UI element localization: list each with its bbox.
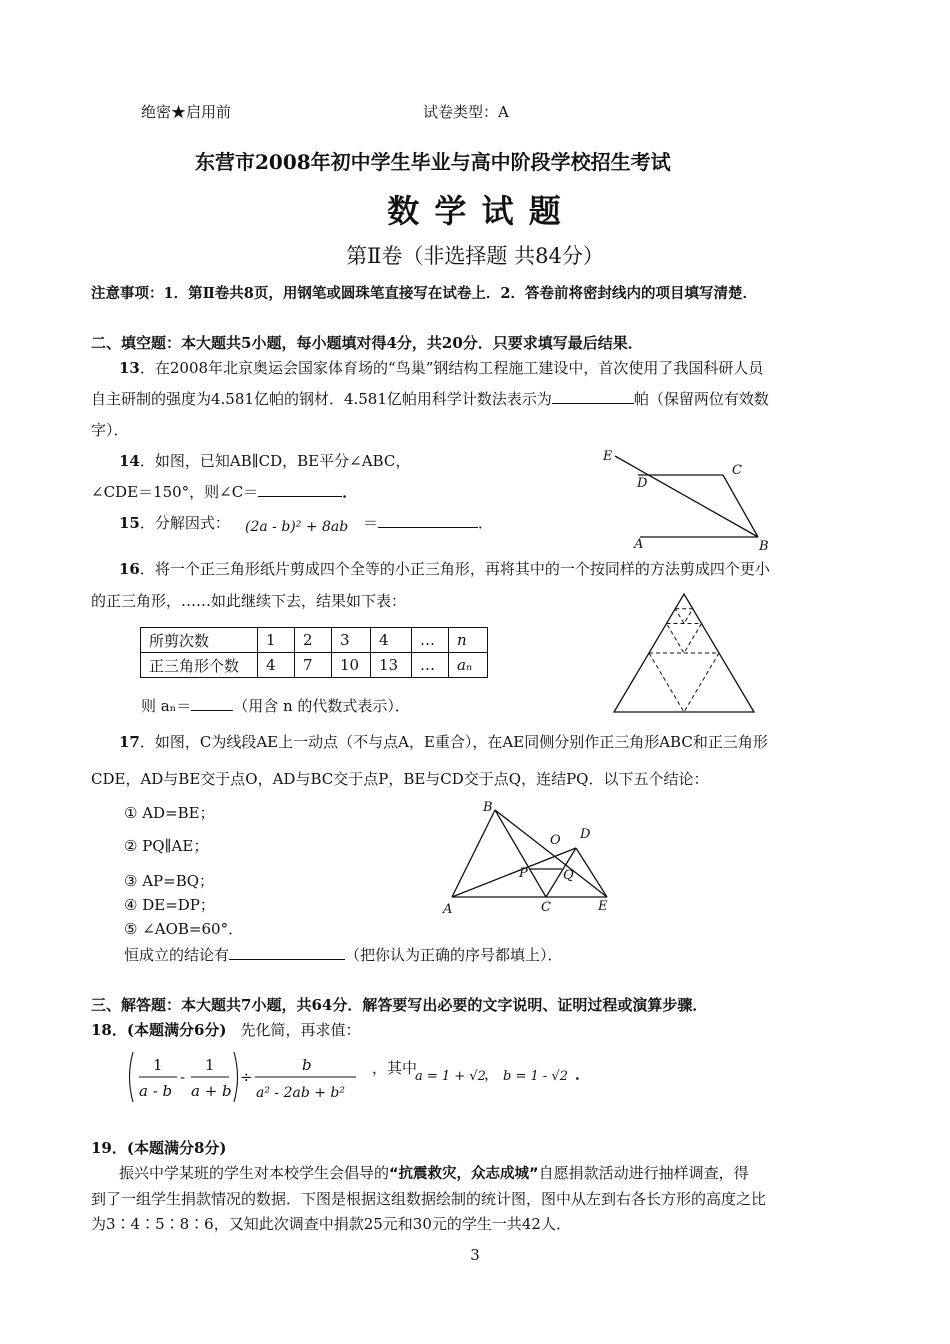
fig16-level1-triangle	[649, 653, 719, 712]
q18-where: ，其中	[372, 1059, 418, 1077]
fig17-label-p: P	[519, 866, 528, 881]
table-cell: 1	[258, 628, 295, 653]
q14-line1: 14．如图，已知AB∥CD，BE平分∠ABC，	[119, 452, 411, 470]
q16-answer: 则 aₙ＝ （用含 n 的代数式表示）．	[141, 697, 410, 715]
q14-line2: ∠CDE＝150°，则∠C＝ ．	[91, 483, 358, 501]
section3-heading: 三、解答题：本大题共7小题，共64分．解答要写出必要的文字说明、证明过程或演算步骤．	[91, 996, 708, 1014]
q18-expression	[125, 1048, 365, 1106]
page-number: 3	[470, 1246, 480, 1264]
frac1-numerator: 1	[153, 1056, 163, 1074]
q16-figure	[610, 590, 760, 715]
table-cell: 正三角形个数	[141, 653, 258, 678]
table-cell: 13	[371, 653, 412, 678]
q13-line3: 字）．	[91, 421, 129, 439]
fig16-level2-triangle	[667, 624, 702, 654]
fig14-label-c: C	[732, 463, 742, 478]
fig17-line-be	[495, 810, 607, 897]
fig17-line-bc	[495, 810, 546, 897]
right-paren	[234, 1052, 238, 1102]
q13-answer-blank[interactable]	[552, 389, 634, 404]
fig17-label-o: O	[550, 833, 561, 848]
section2-heading: 二、填空题：本大题共5小题，每小题填对得4分，共20分．只要求填写最后结果．	[91, 334, 643, 352]
q18-heading: 18．(本题满分6分) 先化简，再求值：	[91, 1021, 361, 1039]
q18-b-value: b = 1 - √2	[503, 1069, 568, 1084]
q17-answer-blank[interactable]	[229, 945, 345, 960]
fig17-label-e: E	[598, 899, 608, 914]
q16-table	[140, 627, 488, 678]
q17-item-5: ⑤ ∠AOB=60°．	[124, 920, 244, 938]
q17-item-2: ② PQ∥AE；	[124, 837, 209, 855]
q17-item-1: ① AD=BE；	[124, 804, 215, 822]
left-paren	[130, 1052, 134, 1102]
table-row	[141, 653, 488, 678]
table-cell: 10	[332, 653, 371, 678]
q17-line1: 17．如图，C为线段AE上一动点（不与点A，E重合），在AE同侧分别作正三角形ABC和正三角形	[119, 733, 768, 751]
q15-answer: ＝ ．	[363, 514, 494, 532]
table-cell: …	[412, 628, 449, 653]
q19-heading: 19．(本题满分8分)	[91, 1139, 227, 1157]
q19-line1: 振兴中学某班的学生对本校学生会倡导的“抗震救灾，众志成城”自愿捐款活动进行抽样调查，得	[119, 1164, 749, 1182]
divide-sign: ÷	[240, 1068, 253, 1086]
fig17-label-b: B	[483, 800, 493, 815]
volume-title: 第Ⅱ卷（非选择题 共84分）	[346, 244, 604, 268]
table-cell: 2	[295, 628, 332, 653]
fig17-line-de	[576, 848, 607, 897]
q15-expression: (2a - b)² + 8ab	[245, 519, 349, 535]
fig17-label-d: D	[580, 827, 591, 842]
q16-line1: 16．将一个正三角形纸片剪成四个全等的小正三角形，再将其中的一个按同样的方法剪成四个更小	[119, 560, 770, 578]
frac2-denominator: a + b	[191, 1082, 232, 1100]
frac3-denominator: a² - 2ab + b²	[256, 1085, 346, 1101]
q13-line2: 自主研制的强度为4.581亿帕的钢材．4.581亿帕用科学计数法表示为 帕（保留两位有效数	[91, 390, 769, 408]
fig17-line-ab	[452, 810, 495, 897]
subject-title: 数 学 试 题	[387, 192, 563, 230]
q14-answer-blank[interactable]	[258, 482, 342, 497]
q16-line2: 的正三角形，……如此继续下去，结果如下表：	[91, 592, 407, 610]
table-cell: …	[412, 653, 449, 678]
table-cell: 3	[332, 628, 371, 653]
table-cell: 4	[371, 628, 412, 653]
frac2-numerator: 1	[205, 1056, 215, 1074]
frac3-numerator: b	[302, 1056, 312, 1074]
table-cell: 4	[258, 653, 295, 678]
fig14-label-a: A	[634, 537, 644, 552]
table-row	[141, 628, 488, 653]
paper-type: 试卷类型：A	[423, 103, 509, 121]
q18-separator: ，	[484, 1065, 500, 1083]
fig14-label-d: D	[637, 476, 648, 491]
fig17-label-c: C	[541, 900, 551, 915]
table-cell: aₙ	[449, 653, 488, 678]
q15-answer-blank[interactable]	[378, 513, 478, 528]
table-cell: 7	[295, 653, 332, 678]
q19-line2: 到了一组学生捐款情况的数据．下图是根据这组数据绘制的统计图，图中从左到右各长方形的高度之比	[91, 1190, 767, 1208]
fig17-line-ad	[452, 848, 576, 897]
table-cell: n	[449, 628, 488, 653]
q17-conclusion: 恒成立的结论有 （把你认为正确的序号都填上）．	[124, 946, 563, 964]
exam-title: 东营市2008年初中学生毕业与高中阶段学校招生考试	[195, 150, 671, 174]
frac1-denominator: a - b	[139, 1082, 173, 1100]
q17-item-3: ③ AP=BQ；	[124, 872, 215, 890]
q17-line2: CDE，AD与BE交于点O，AD与BC交于点P，BE与CD交于点Q，连结PQ．以下五个结论：	[91, 770, 709, 788]
q18-end: ．	[575, 1065, 591, 1083]
fig17-label-q: Q	[563, 868, 574, 883]
secret-label: 绝密★启用前	[141, 103, 232, 121]
minus-sign: -	[180, 1068, 186, 1086]
q13-line1: 13．在2008年北京奥运会国家体育场的“鸟巢”钢结构工程施工建设中，首次使用了我国科研人员	[119, 359, 764, 377]
q14-figure	[595, 444, 785, 556]
fig14-label-e: E	[603, 449, 613, 464]
fig14-label-b: B	[759, 539, 769, 554]
q19-line3: 为3∶4∶5∶8∶6，又知此次调查中捐款25元和30元的学生一共42人．	[91, 1215, 571, 1233]
notice: 注意事项：1．第Ⅱ卷共8页，用钢笔或圆珠笔直接写在试卷上．2．答卷前将密封线内的项目填写清楚．	[91, 285, 757, 302]
fig17-label-a: A	[443, 902, 453, 917]
q15-text: 15．分解因式：	[119, 514, 230, 532]
q17-item-4: ④ DE=DP；	[124, 896, 215, 914]
table-cell: 所剪次数	[141, 628, 258, 653]
fig16-level3-triangle	[675, 609, 693, 624]
q17-figure	[437, 795, 622, 920]
q16-answer-blank[interactable]	[191, 696, 233, 711]
q18-a-value: a = 1 + √2	[415, 1069, 486, 1084]
